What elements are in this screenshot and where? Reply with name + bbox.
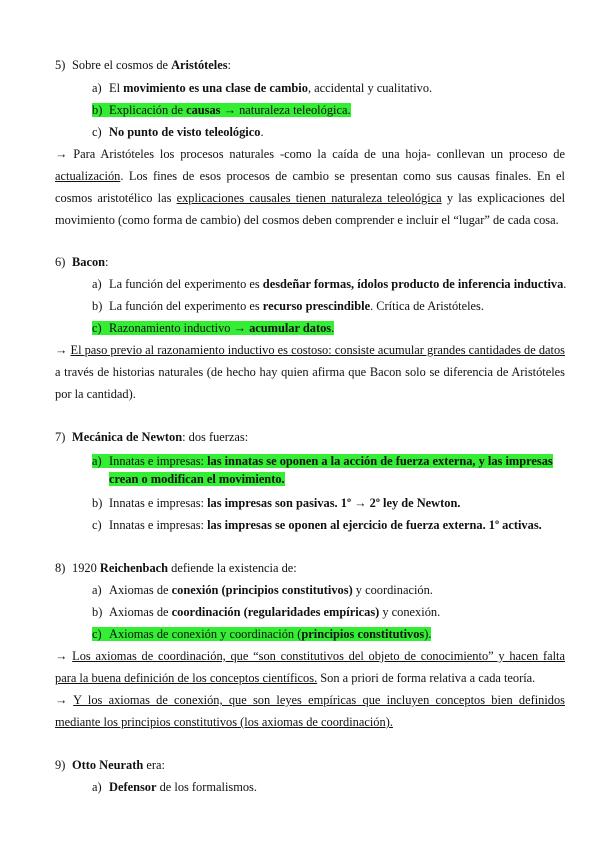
q8-option-c-highlighted: c) Axiomas de conexión y coordinación (principios constitutivos). — [92, 627, 432, 641]
q6-option-c-highlighted: c) Razonamiento inductivo → acumular datos. — [92, 321, 335, 335]
q8-option-a: a) Axiomas de conexión (principios constitutivos) y coordinación. — [92, 583, 433, 597]
q5-option-a: a) El movimiento es una clase de cambio, accidental y cualitativo. — [92, 81, 433, 95]
q7-option-c: c) Innatas e impresas: las impresas se oponen al ejercicio de fuerza externa. 1º activas. — [92, 518, 542, 532]
q5-option-b-highlighted: b) Explicación de causas → naturaleza teleológica. — [92, 103, 351, 117]
q8-option-b: b) Axiomas de coordinación (regularidades empíricas) y conexión. — [92, 605, 441, 619]
q5-option-c: c) No punto de visto teleológico. — [92, 125, 264, 139]
q7-option-b: b) Innatas e impresas: las impresas son pasivas. 1º → 2º ley de Newton. — [92, 496, 461, 510]
q6-option-b: b) La función del experimento es recurso prescindible. Crítica de Aristóteles. — [92, 299, 484, 313]
q8-explanation-coordination: → Los axiomas de coordinación, que “son constitutivos del objeto de conocimiento” y hacen falta para la buena definición de los conceptos científicos. Son a priori de forma relativa a cada teoría. — [55, 649, 565, 685]
q5-explanation: → Para Aristóteles los procesos naturales -como la caída de una hoja- conllevan un proceso de actualización. Los fines de esos procesos de cambio se presentan como sus causas finales. En el cosmos aristotélico las explicaciones causales tienen naturaleza teleológica y las explicaciones del movimiento (como forma de cambio) del cosmos deben comprender e incluir el “lugar” de cada cosa. — [55, 147, 566, 227]
q8-explanation-connection: → Y los axiomas de conexión, que son leyes empíricas que incluyen conceptos bien definidos mediante los principios constitutivos (los axiomas de coordinación). — [55, 693, 565, 729]
q9-option-a: a) Defensor de los formalismos. — [92, 780, 257, 794]
q6-option-a: a) La función del experimento es desdeñar formas, ídolos producto de inferencia inductiva. — [92, 277, 567, 291]
q7-option-a-highlighted: a) Innatas e impresas: las innatas se oponen a la acción de fuerza externa, y las impresas crean o modifican el movimiento. — [92, 454, 553, 486]
question-8-heading: 8) 1920 Reichenbach defiende la existencia de: — [55, 561, 297, 575]
question-9-heading: 9) Otto Neurath era: — [55, 758, 165, 772]
question-7-heading: 7) Mecánica de Newton: dos fuerzas: — [55, 430, 249, 444]
question-6-heading: 6) Bacon: — [55, 255, 109, 269]
question-5-heading: 5) Sobre el cosmos de Aristóteles: — [55, 58, 231, 72]
q6-explanation: → El paso previo al razonamiento inductivo es costoso: consiste acumular grandes cantidades de datos a través de historias naturales (de hecho hay quien afirma que Bacon solo se diferencia de Aristóteles por la cantidad). — [55, 343, 565, 401]
